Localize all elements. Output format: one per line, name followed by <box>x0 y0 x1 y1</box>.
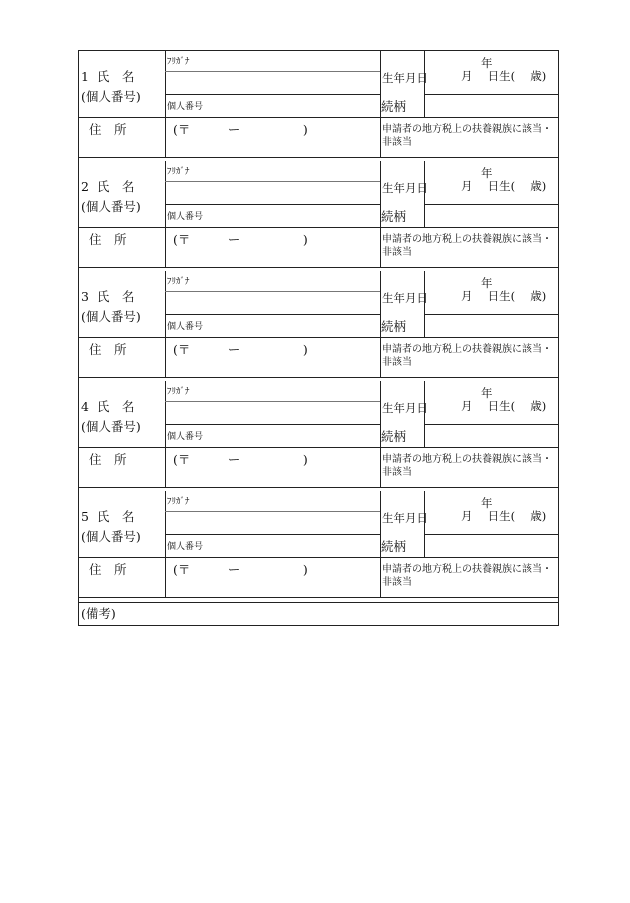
entry-name-label <box>81 71 134 84</box>
year-label: 年 <box>481 276 493 290</box>
individual-number-small-label: 個人番号 <box>167 212 204 222</box>
name-label: 氏 名 <box>96 509 135 524</box>
relationship-label: 続柄 <box>381 99 407 114</box>
address-label: 住 所 <box>89 342 127 357</box>
birth-date-label: 生年月日 <box>382 71 428 85</box>
relationship-label: 続柄 <box>381 429 407 444</box>
relationship-label: 続柄 <box>381 539 407 554</box>
individual-number-small-label: 個人番号 <box>167 102 204 112</box>
relationship-field[interactable] <box>425 95 558 116</box>
postal-code-label: (〒 ー ) <box>173 122 308 137</box>
entry-name-label <box>81 401 134 414</box>
year-label: 年 <box>481 386 493 400</box>
entry-number: 4 <box>81 399 89 414</box>
furigana-underline <box>165 511 380 512</box>
entry-bottom-line <box>79 157 558 158</box>
individual-number-label: (個人番号) <box>81 199 141 214</box>
name-label: 氏 名 <box>96 289 135 304</box>
birth-date-field[interactable] <box>425 382 558 423</box>
month-day-age-label: 月 日生( 歳) <box>461 289 547 303</box>
furigana-label: ﾌﾘｶﾞﾅ <box>167 277 190 287</box>
year-label: 年 <box>481 166 493 180</box>
individual-number-label: (個人番号) <box>81 529 141 544</box>
birth-date-field[interactable] <box>425 272 558 313</box>
address-label: 住 所 <box>89 122 127 137</box>
address-label: 住 所 <box>89 452 127 467</box>
entry-name-label <box>81 181 134 194</box>
birth-date-label: 生年月日 <box>382 511 428 525</box>
relationship-field[interactable] <box>425 205 558 226</box>
remarks-divider <box>79 602 558 603</box>
furigana-label: ﾌﾘｶﾞﾅ <box>167 167 190 177</box>
name-field[interactable] <box>166 293 379 313</box>
postal-code-label: (〒 ー ) <box>173 232 308 247</box>
dependent-status-label[interactable]: 申請者の地方税上の扶養親族に該当・非該当 <box>382 454 552 478</box>
entry-bottom-line <box>79 597 558 598</box>
relationship-label: 続柄 <box>381 209 407 224</box>
name-field[interactable] <box>166 73 379 93</box>
month-day-age-label: 月 日生( 歳) <box>461 69 547 83</box>
month-day-age-label: 月 日生( 歳) <box>461 179 547 193</box>
year-label: 年 <box>481 56 493 70</box>
remarks-label: (備考) <box>81 606 116 621</box>
dependent-status-label[interactable]: 申請者の地方税上の扶養親族に該当・非該当 <box>382 344 552 368</box>
address-field[interactable] <box>166 118 379 156</box>
relationship-field[interactable] <box>425 425 558 446</box>
birth-date-field[interactable] <box>425 162 558 203</box>
dependent-status-label[interactable]: 申請者の地方税上の扶養親族に該当・非該当 <box>382 234 552 258</box>
relationship-field[interactable] <box>425 315 558 336</box>
birth-date-label: 生年月日 <box>382 401 428 415</box>
relationship-field[interactable] <box>425 535 558 556</box>
postal-code-label: (〒 ー ) <box>173 342 308 357</box>
birth-date-field[interactable] <box>425 52 558 93</box>
month-day-age-label: 月 日生( 歳) <box>461 509 547 523</box>
address-label: 住 所 <box>89 562 127 577</box>
individual-number-small-label: 個人番号 <box>167 432 204 442</box>
furigana-underline <box>165 401 380 402</box>
dependent-status-label[interactable]: 申請者の地方税上の扶養親族に該当・非該当 <box>382 564 552 588</box>
individual-number-small-label: 個人番号 <box>167 542 204 552</box>
furigana-label: ﾌﾘｶﾞﾅ <box>167 497 190 507</box>
individual-number-label: (個人番号) <box>81 419 141 434</box>
address-field[interactable] <box>166 228 379 266</box>
entry-bottom-line <box>79 267 558 268</box>
individual-number-small-label: 個人番号 <box>167 322 204 332</box>
individual-number-field[interactable] <box>166 205 379 226</box>
individual-number-field[interactable] <box>166 425 379 446</box>
entry-number: 2 <box>81 179 89 194</box>
entry-number: 3 <box>81 289 89 304</box>
dependent-status-label[interactable]: 申請者の地方税上の扶養親族に該当・非該当 <box>382 124 552 148</box>
entry-number: 1 <box>81 69 89 84</box>
furigana-underline <box>165 291 380 292</box>
furigana-underline <box>165 181 380 182</box>
birth-date-label: 生年月日 <box>382 291 428 305</box>
address-field[interactable] <box>166 338 379 376</box>
furigana-underline <box>165 71 380 72</box>
postal-code-label: (〒 ー ) <box>173 562 308 577</box>
name-field[interactable] <box>166 513 379 533</box>
entry-name-label <box>81 511 134 524</box>
relationship-label: 続柄 <box>381 319 407 334</box>
birth-date-field[interactable] <box>425 492 558 533</box>
individual-number-label: (個人番号) <box>81 89 141 104</box>
individual-number-field[interactable] <box>166 315 379 336</box>
year-label: 年 <box>481 496 493 510</box>
address-field[interactable] <box>166 558 379 596</box>
entry-name-label <box>81 291 134 304</box>
name-label: 氏 名 <box>96 399 135 414</box>
name-field[interactable] <box>166 403 379 423</box>
address-field[interactable] <box>166 448 379 486</box>
birth-date-label: 生年月日 <box>382 181 428 195</box>
dependents-form <box>78 50 559 626</box>
individual-number-field[interactable] <box>166 535 379 556</box>
individual-number-label: (個人番号) <box>81 309 141 324</box>
entry-bottom-line <box>79 487 558 488</box>
furigana-label: ﾌﾘｶﾞﾅ <box>167 387 190 397</box>
name-field[interactable] <box>166 183 379 203</box>
name-label: 氏 名 <box>96 179 135 194</box>
address-label: 住 所 <box>89 232 127 247</box>
entry-number: 5 <box>81 509 89 524</box>
furigana-label: ﾌﾘｶﾞﾅ <box>167 57 190 67</box>
postal-code-label: (〒 ー ) <box>173 452 308 467</box>
name-label: 氏 名 <box>96 69 135 84</box>
individual-number-field[interactable] <box>166 95 379 116</box>
month-day-age-label: 月 日生( 歳) <box>461 399 547 413</box>
entry-bottom-line <box>79 377 558 378</box>
